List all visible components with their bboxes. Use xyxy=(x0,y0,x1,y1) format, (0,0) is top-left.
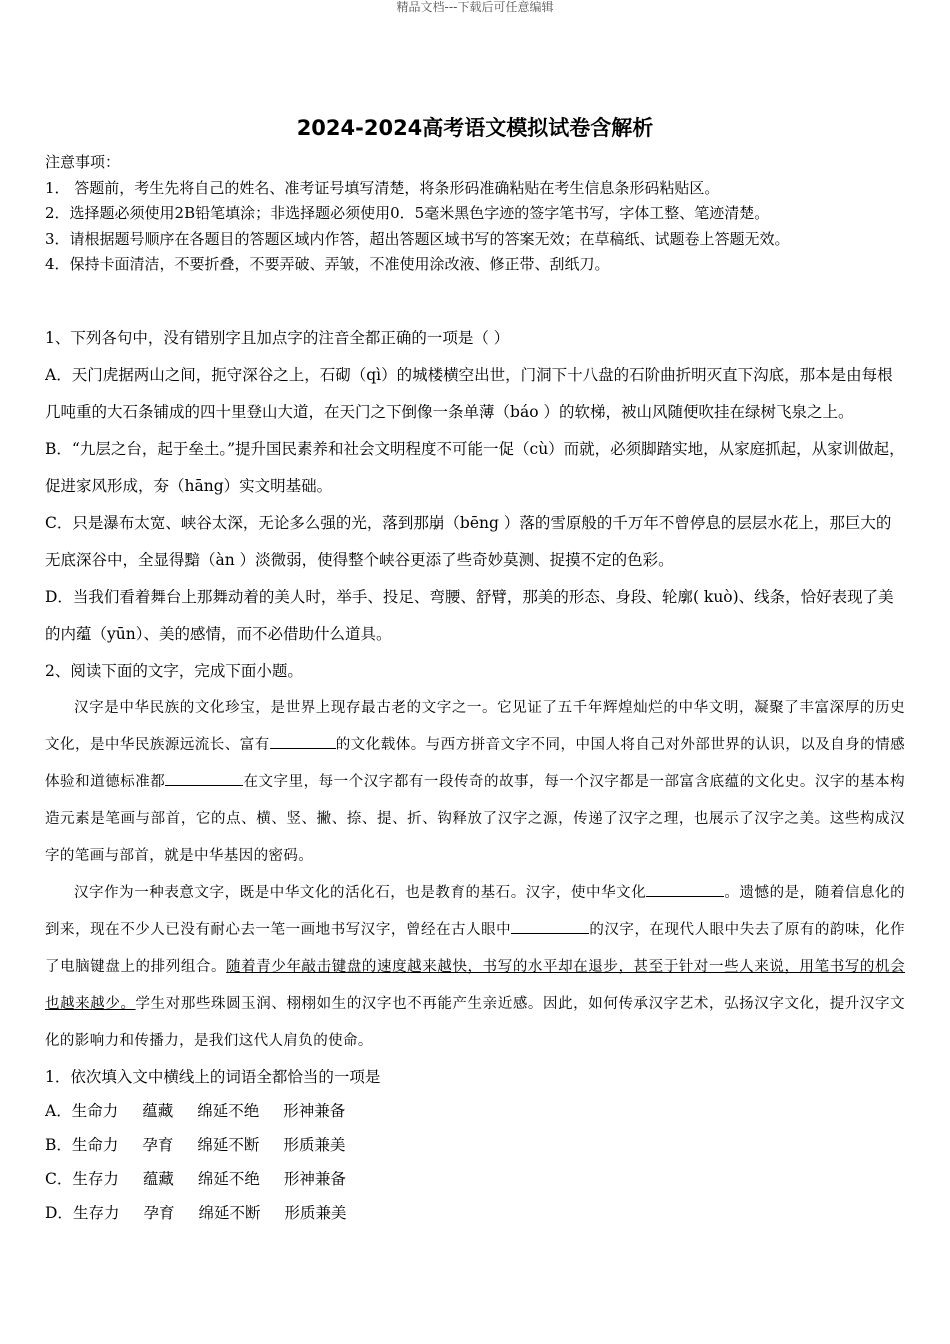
option-word: 绵延不绝 xyxy=(197,1102,260,1120)
passage-text: 汉字作为一种表意文字，既是中华文化的活化石，也是教育的基石。汉字，使中华文化 xyxy=(74,885,647,901)
option-label: A． xyxy=(45,1102,72,1120)
answer-option-b xyxy=(45,1128,905,1162)
option-label: B． xyxy=(45,1136,72,1154)
notice-item: 3．请根据题号顺序在各题目的答题区域内作答，超出答题区域书写的答案无效；在草稿纸、试题卷上答题无效。 xyxy=(45,229,790,248)
option-word: 蕴藏 xyxy=(142,1102,174,1120)
option-word: 生命力 xyxy=(71,1136,119,1154)
passage-text: 在文字里，每一个汉字都有一段传奇的故事，每一个汉字都是一部富含底蕴的文化史。汉字的基本构造元素是笔画与部首，它的点、横、竖、撇、捺、提、折、钩释放了汉字之源，传递了汉字之理，也展示了汉字之美。这些构成汉字的笔画与部首，就是中华基因的密码。 xyxy=(45,774,905,864)
passage-text: 的文化载体。与西方拼音文字不同，中国人将自己对外部世界的认识，以及自身的情感体验和道德标准都 xyxy=(45,737,905,790)
answer-option-d xyxy=(45,1196,905,1230)
option-text: C．只是瀑布太宽、峡谷太深，无论多么强的光，落到那 xyxy=(45,514,429,532)
fill-blank xyxy=(165,767,243,786)
dotted-char: 黯 xyxy=(184,551,201,569)
option-word: 绵延不断 xyxy=(198,1204,261,1222)
option-label: C． xyxy=(45,1170,73,1188)
option-text: （hāng）实文明基础。 xyxy=(169,477,333,495)
option-word: 形质兼美 xyxy=(283,1136,346,1154)
notice-section xyxy=(45,150,915,278)
option-text: （yūn）、美的感情，而不必借助什么道具。 xyxy=(91,625,392,643)
page-title: 2024-2024高考语文模拟试卷含解析 xyxy=(296,116,654,140)
passage-text: 的汉字，在现代人眼中失去了原有的韵味，化作了电脑键盘上的排列组合。 xyxy=(45,922,905,975)
option-word: 绵延不绝 xyxy=(197,1170,260,1188)
option-text: A．天门虎据两山之间，扼守深谷之上，石 xyxy=(45,366,336,384)
fill-blank xyxy=(270,730,336,749)
option-word: 孕育 xyxy=(143,1204,175,1222)
question-1-option-d xyxy=(45,579,905,653)
option-word: 形质兼美 xyxy=(284,1204,347,1222)
passage-paragraph-1 xyxy=(45,690,905,875)
answer-option-a xyxy=(45,1094,905,1128)
passage-text: 。遗憾的是，随着信息化的到来，现在不少人已没有耐心去一笔一画地书写汉字，曾经在古人眼中 xyxy=(45,885,905,938)
option-text: ( kuò)、线条，恰好表现了美的内 xyxy=(45,588,894,643)
header-watermark: 精品文档---下载后可任意编辑 xyxy=(396,0,554,14)
dotted-char: 促 xyxy=(498,440,515,458)
question-1-option-c xyxy=(45,505,905,579)
notice-item: 1． 答题前，考生先将自己的姓名、准考证号填写清楚，将条形码准确粘贴在考生信息条形码粘贴区。 xyxy=(45,178,720,197)
dotted-char: 蕴 xyxy=(76,625,92,643)
option-word: 生存力 xyxy=(72,1204,120,1222)
passage-text: 学生对那些珠圆玉润、栩栩如生的汉字也不再能产生亲近感。因此，如何传承汉字艺术，弘扬汉字文化，提升汉字文化的影响力和传播力，是我们这代人肩负的使命。 xyxy=(45,996,905,1049)
question-1-option-a xyxy=(45,357,905,431)
dotted-char: 薄 xyxy=(479,403,495,421)
answer-options xyxy=(45,1094,905,1230)
option-word: 绵延不断 xyxy=(197,1136,260,1154)
option-word: 孕育 xyxy=(142,1136,174,1154)
option-word: 形神兼备 xyxy=(283,1102,346,1120)
notice-item: 4．保持卡面清洁，不要折叠，不要弄破、弄皱，不准使用涂改液、修正带、刮纸刀。 xyxy=(45,255,610,273)
question-1-stem: 1、下列各句中，没有错别字且加点字的注音全都正确的一项是（ ） xyxy=(45,329,510,347)
dotted-char: 崩 xyxy=(428,514,445,532)
dotted-char: 砌 xyxy=(335,366,351,384)
option-word: 生存力 xyxy=(72,1170,119,1188)
option-word: 蕴藏 xyxy=(142,1170,174,1188)
fill-blank xyxy=(646,878,724,897)
option-text: （cù）而就，必须脚踏实地，从家庭抓起，从家训做起，促进家风形成， xyxy=(45,440,905,495)
option-text: （àn ）淡微弱，使得整个峡谷更添了些奇妙莫测、捉摸不定的色彩。 xyxy=(200,551,674,569)
option-text: D．当我们看着舞台上那舞动着的美人时，举手、投足、弯腰、舒臂，那美的形态、身段、轮 xyxy=(45,588,678,606)
fill-blank xyxy=(511,915,589,934)
option-word: 生命力 xyxy=(71,1102,119,1120)
option-text: B．“九层之台，起于垒土。”提升国民素养和社会文明程度不可能一 xyxy=(45,440,499,458)
question-1-option-b xyxy=(45,431,905,505)
option-word: 形神兼备 xyxy=(283,1170,346,1188)
question-body xyxy=(45,320,905,1230)
reading-passage xyxy=(45,690,905,1060)
dotted-char: 夯 xyxy=(153,477,170,495)
answer-option-c xyxy=(45,1162,905,1196)
option-label: D． xyxy=(45,1204,73,1222)
option-text: （qì）的城楼横空出世，门洞下十八盘的石阶曲折明灭直下沟底，那本是由每根几吨重的大石条铺成的四十里登山大道，在天门之下倒像一条单 xyxy=(45,366,893,421)
dotted-char: 廓 xyxy=(677,588,693,606)
option-text: （báo ）的软梯，被山风随便吹挂在绿树飞泉之上。 xyxy=(494,403,854,421)
question-2-stem: 2、阅读下面的文字，完成下面小题。 xyxy=(45,662,303,680)
notice-item: 2．选择题必须使用2B铅笔填涂；非选择题必须使用0．5毫米黑色字迹的签字笔书写，字体工整、笔迹清楚。 xyxy=(45,204,770,222)
sub-question-1: 1．依次填入文中横线上的词语全都恰当的一项是 xyxy=(45,1068,381,1086)
notice-heading: 注意事项： xyxy=(45,153,121,171)
underlined-sentence: 随着青少年敲击键盘的速度越来越快，书写的水平却在退步，甚至于针对一些人来说，用笔书写的机会也越来越少。 xyxy=(45,959,905,1012)
passage-paragraph-2 xyxy=(45,875,905,1060)
passage-text: 汉字是中华民族的文化珍宝，是世界上现存最古老的文字之一。它见证了五千年辉煌灿烂的中华文明，凝聚了丰富深厚的历史文化，是中华民族源远流长、富有 xyxy=(45,700,905,753)
option-text: （bēng ）落的雪原般的千万年不曾停息的层层水花上，那巨大的无底深谷中，全显得 xyxy=(45,514,892,569)
